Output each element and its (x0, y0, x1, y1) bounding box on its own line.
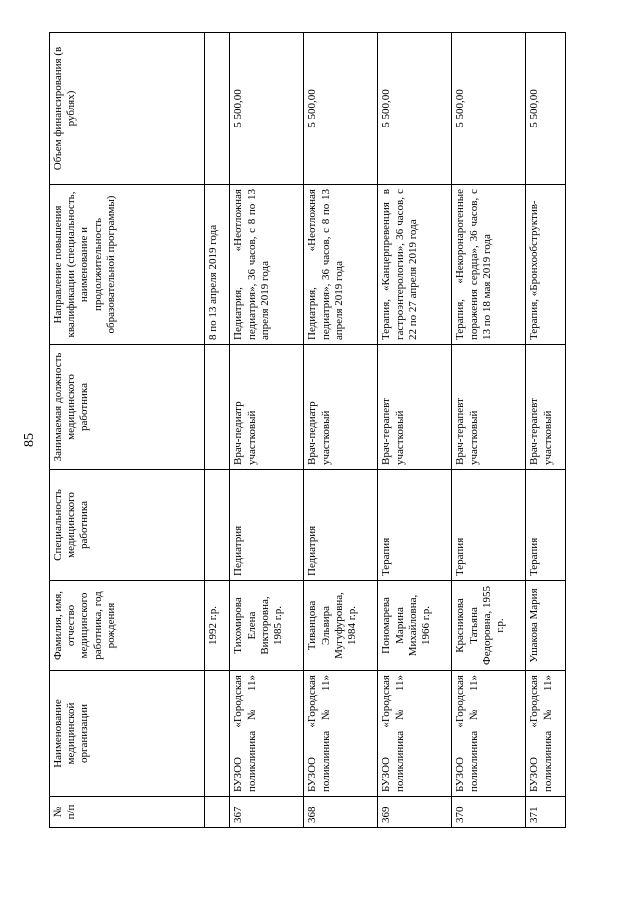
row-person: Красникова Татьяна Федоровна, 1955 г.р. (452, 581, 526, 671)
row-position: Врач-педиатр участковый (304, 345, 378, 470)
cont-course-cell: 8 по 13 апреля 2019 года (205, 185, 230, 345)
row-org: БУЗОО «Городская поликлиника № 11» (378, 671, 452, 797)
cont-position-cell (205, 345, 230, 470)
cont-org-cell (205, 671, 230, 797)
row-org: БУЗОО «Городская поликлиника № 11» (230, 671, 304, 797)
row-position: Врач-терапевт участковый (526, 345, 566, 470)
row-position: Врач-терапевт участковый (378, 345, 452, 470)
row-course: Педиатрия, «Неотложная педиатрия», 36 часов, с 8 по 13 апреля 2019 года (304, 185, 378, 345)
continuation-row (205, 33, 230, 828)
row-course: Терапия, «Некоронарогенные поражения сердца», 36 часов, с 13 по 18 мая 2019 года (452, 185, 526, 345)
row-specialty: Терапия (452, 470, 526, 581)
row-funding: 5 500,00 (304, 33, 378, 185)
row-position: Врач-педиатр участковый (230, 345, 304, 470)
table-row (526, 33, 566, 828)
row-funding: 5 500,00 (452, 33, 526, 185)
row-num: 368 (304, 797, 378, 828)
page-number: 85 (22, 433, 37, 447)
row-org: БУЗОО «Городская поликлиника № 11» (304, 671, 378, 797)
row-course: Терапия, «Канцерпревенция в гастроэнтерологии», 36 часов, с 22 по 27 апреля 2019 года (378, 185, 452, 345)
row-course: Терапия, «Бронхообструктив- (526, 185, 566, 345)
row-person: Тихомирова Елена Викторовна, 1985 г.р. (230, 581, 304, 671)
table-row (230, 33, 304, 828)
header-person: Фамилия, имя, отчество медицинского работника, год рождения (50, 581, 205, 671)
row-specialty: Терапия (526, 470, 566, 581)
row-specialty: Терапия (378, 470, 452, 581)
header-position: Занимаемая должность медицинского работника (50, 345, 205, 470)
header-course: Направление повышения квалификации (специальность, наименование и продолжительность образовательной программы) (50, 185, 205, 345)
row-org: БУЗОО «Городская поликлиника № 11» (452, 671, 526, 797)
header-specialty: Специальность медицинского работника (50, 470, 205, 581)
cont-funding-cell (205, 33, 230, 185)
header-row (50, 33, 205, 828)
header-org: Наименование медицинской организации (50, 671, 205, 797)
row-specialty: Педиатрия (230, 470, 304, 581)
training-table (49, 32, 566, 828)
cont-person-cell: 1992 г.р. (205, 581, 230, 671)
row-funding: 5 500,00 (230, 33, 304, 185)
table-row (304, 33, 378, 828)
row-course: Педиатрия, «Неотложная педиатрия», 36 часов, с 8 по 13 апреля 2019 года (230, 185, 304, 345)
header-funding: Объем финансирования (в рублях) (50, 33, 205, 185)
row-specialty: Педиатрия (304, 470, 378, 581)
row-org: БУЗОО «Городская поликлиника № 11» (526, 671, 566, 797)
cont-num-cell (205, 797, 230, 828)
row-person: Пономарева Марина Михайловна, 1966 г.р. (378, 581, 452, 671)
row-position: Врач-терапевт участковый (452, 345, 526, 470)
cont-specialty-cell (205, 470, 230, 581)
row-funding: 5 500,00 (526, 33, 566, 185)
row-num: 371 (526, 797, 566, 828)
row-funding: 5 500,00 (378, 33, 452, 185)
row-person: Ушакова Мария (526, 581, 566, 671)
header-num: № п/п (50, 797, 205, 828)
row-num: 367 (230, 797, 304, 828)
rotated-table-container (49, 33, 566, 828)
table-row (452, 33, 526, 828)
row-num: 369 (378, 797, 452, 828)
table-row (378, 33, 452, 828)
row-person: Тиванцова Эльвира Мугуфуровна, 1984 г.р. (304, 581, 378, 671)
row-num: 370 (452, 797, 526, 828)
